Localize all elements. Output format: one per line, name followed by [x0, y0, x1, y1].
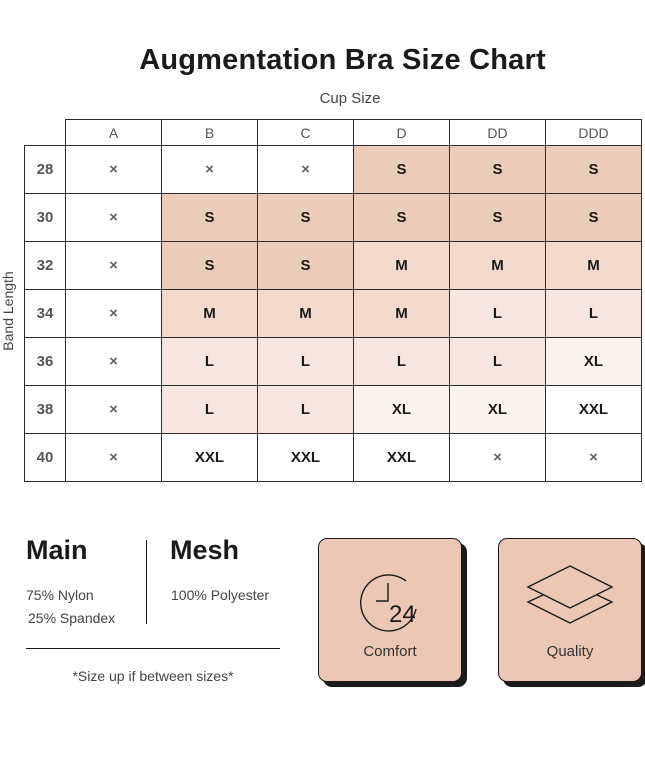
size-cell: ×	[66, 194, 162, 242]
size-cell: XXL	[162, 434, 258, 482]
sizing-note: *Size up if between sizes*	[72, 668, 234, 684]
main-material-line: 75% Nylon	[26, 587, 94, 603]
band-cell: 36	[25, 338, 66, 386]
band-length-label: Band Length	[0, 271, 16, 351]
size-cell: ×	[66, 434, 162, 482]
size-cell: S	[162, 194, 258, 242]
band-cell: 30	[25, 194, 66, 242]
comfort-feature-card	[318, 538, 462, 682]
table-row	[25, 338, 642, 386]
cup-header: DD	[450, 120, 546, 146]
cup-header: C	[258, 120, 354, 146]
size-cell: XL	[546, 338, 642, 386]
size-cell: ×	[66, 338, 162, 386]
size-cell: L	[258, 386, 354, 434]
size-cell: L	[546, 290, 642, 338]
size-cell: ×	[66, 290, 162, 338]
clock-24-text: 24	[389, 601, 416, 628]
band-cell: 28	[25, 146, 66, 194]
size-cell: ×	[450, 434, 546, 482]
size-cell: L	[258, 338, 354, 386]
material-divider	[146, 540, 147, 624]
table-corner	[25, 120, 66, 146]
table-row	[25, 194, 642, 242]
comfort-label: Comfort	[363, 643, 417, 660]
size-cell: M	[546, 242, 642, 290]
band-cell: 34	[25, 290, 66, 338]
size-cell: S	[162, 242, 258, 290]
main-material-line: 25% Spandex	[28, 610, 116, 626]
size-cell: M	[258, 290, 354, 338]
quality-feature-card	[498, 538, 642, 682]
size-cell: ×	[66, 242, 162, 290]
size-cell: S	[354, 146, 450, 194]
table-row	[25, 386, 642, 434]
size-cell: S	[450, 146, 546, 194]
size-cell: XXL	[546, 386, 642, 434]
cup-header: B	[162, 120, 258, 146]
cup-size-label: Cup Size	[319, 90, 381, 107]
size-cell: XXL	[258, 434, 354, 482]
size-cell: XL	[354, 386, 450, 434]
band-cell: 32	[25, 242, 66, 290]
main-material-title: Main	[26, 535, 88, 565]
size-cell: ×	[258, 146, 354, 194]
mesh-material-line: 100% Polyester	[171, 587, 270, 603]
size-cell: L	[354, 338, 450, 386]
band-cell: 38	[25, 386, 66, 434]
size-cell: M	[162, 290, 258, 338]
size-cell: XL	[450, 386, 546, 434]
table-row	[25, 434, 642, 482]
size-cell: S	[258, 194, 354, 242]
size-cell: L	[162, 338, 258, 386]
size-cell: S	[354, 194, 450, 242]
size-chart-table	[24, 119, 642, 482]
size-cell: S	[546, 194, 642, 242]
size-cell: L	[162, 386, 258, 434]
band-cell: 40	[25, 434, 66, 482]
size-cell: L	[450, 338, 546, 386]
size-cell: ×	[66, 146, 162, 194]
note-divider	[26, 648, 280, 649]
table-row	[25, 290, 642, 338]
size-cell: XXL	[354, 434, 450, 482]
cup-header: DDD	[546, 120, 642, 146]
mesh-material-title: Mesh	[170, 535, 240, 565]
table-row	[25, 242, 642, 290]
size-cell: L	[450, 290, 546, 338]
size-cell: ×	[546, 434, 642, 482]
cup-header: D	[354, 120, 450, 146]
size-cell: S	[450, 194, 546, 242]
size-cell: M	[450, 242, 546, 290]
page-title: Augmentation Bra Size Chart	[139, 44, 546, 76]
size-cell: ×	[66, 386, 162, 434]
table-row	[25, 146, 642, 194]
size-cell: M	[354, 242, 450, 290]
quality-label: Quality	[546, 643, 594, 660]
size-cell: M	[354, 290, 450, 338]
size-cell: S	[258, 242, 354, 290]
size-cell: ×	[162, 146, 258, 194]
cup-header: A	[66, 120, 162, 146]
size-cell: S	[546, 146, 642, 194]
